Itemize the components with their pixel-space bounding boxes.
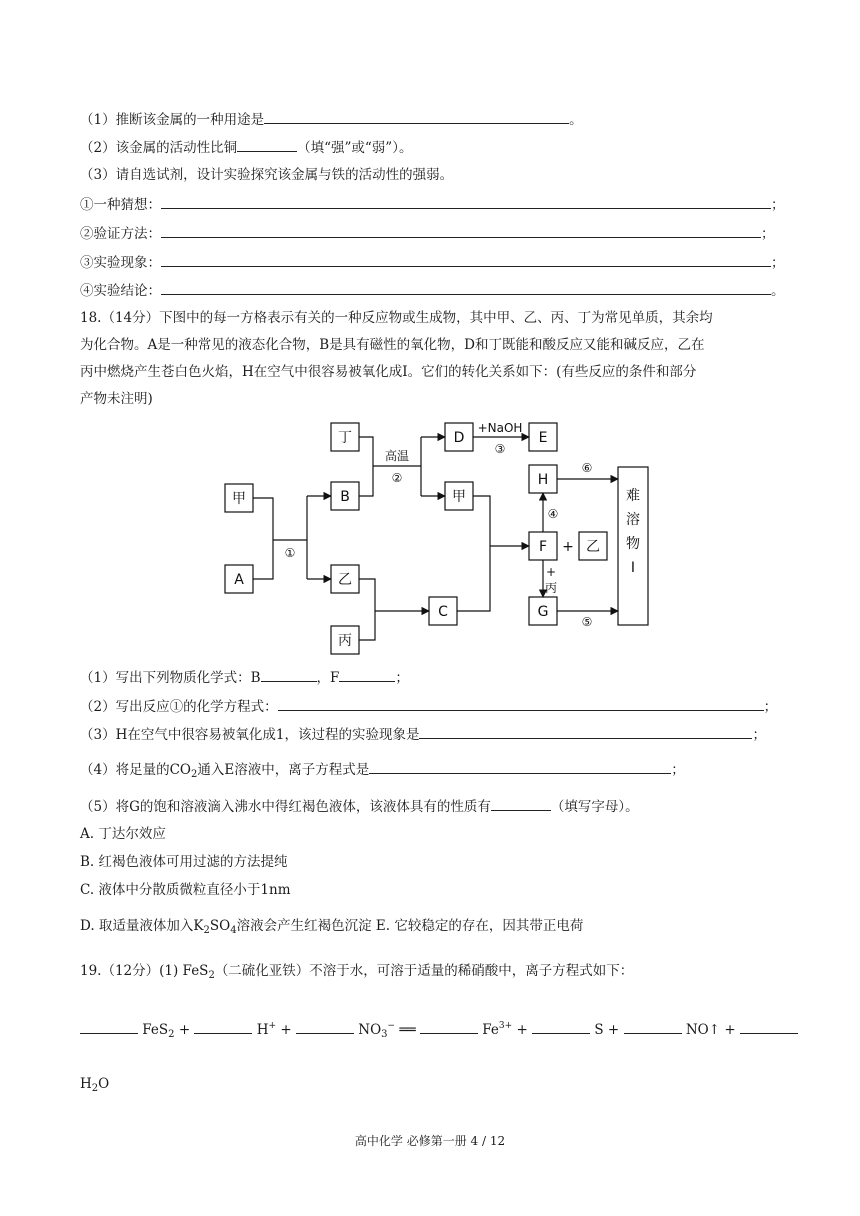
q17-line-2: （2）该金属的活动性比铜 （填“强”或“弱”）。: [80, 140, 413, 156]
coef-blank[interactable]: [624, 1020, 682, 1034]
q17-line-1: （1）推断该金属的一种用途是 。: [80, 112, 583, 128]
label-G: G: [537, 604, 549, 620]
label-A: A: [234, 572, 244, 588]
q17-line-3: （3）请自选试剂，设计实验探究该金属与铁的活动性的强弱。: [80, 167, 454, 183]
label-reaction-4: ④: [547, 507, 559, 521]
label-H: H: [537, 472, 549, 488]
page-footer: 高中化学 必修第一册 4 / 12: [354, 1134, 506, 1148]
label-plus-bing-2: 丙: [544, 581, 558, 595]
label-bing: 丙: [338, 633, 352, 649]
q18-stem-1: 18.（14分）下图中的每一方格表示有关的一种反应物或生成物，其中甲、乙、丙、丁为常见单质，其余均: [80, 310, 713, 326]
label-D: D: [453, 430, 465, 446]
q18-sub-4: （4）将足量的$CO_2$通入E溶液中，离子方程式是 ；: [80, 762, 685, 780]
coef-blank[interactable]: [80, 1020, 138, 1034]
label-reaction-6: ⑥: [581, 461, 593, 475]
q18-option-A: A. 丁达尔效应: [80, 826, 166, 842]
q18-option-C: C. 液体中分散质微粒直径小于1nm: [80, 882, 291, 898]
label-I-2: 溶: [626, 512, 640, 528]
q17-line-7: ④实验结论： 。: [80, 283, 785, 299]
q18-sub-5: （5）将G的饱和溶液滴入沸水中得红褐色液体，该液体具有的性质有 （填写字母）。: [80, 799, 639, 815]
label-I-3: 物: [626, 536, 640, 552]
label-yi2: 乙: [586, 539, 600, 555]
q18-stem-4: 产物未注明): [80, 391, 153, 407]
label-B: B: [340, 489, 350, 505]
q18-stem-2: 为化合物。A是一种常见的液态化合物，B是具有磁性的氧化物，D和丁既能和酸反应又能和碱反应，乙在: [80, 337, 705, 353]
label-naoh: +NaOH: [477, 421, 523, 435]
label-jia: 甲: [232, 491, 246, 507]
q17-line-6: ③实验现象： ；: [80, 255, 785, 271]
answer-blank[interactable]: [491, 797, 551, 811]
label-I-4: I: [630, 560, 636, 576]
label-jia2: 甲: [452, 489, 466, 505]
label-gaowen: 高温: [384, 449, 410, 463]
label-reaction-5: ⑤: [581, 615, 593, 629]
label-F: F: [538, 539, 548, 555]
answer-blank[interactable]: [339, 668, 395, 682]
answer-blank[interactable]: [261, 668, 317, 682]
label-I-1: 难: [626, 488, 640, 504]
coef-blank[interactable]: [296, 1020, 354, 1034]
label-plus-bing-1: +: [545, 565, 557, 579]
coef-blank[interactable]: [740, 1020, 798, 1034]
q18-sub-2: （2）写出反应①的化学方程式： ；: [80, 699, 778, 715]
label-plus: +: [562, 539, 574, 555]
label-reaction-1: ①: [284, 546, 296, 560]
label-ding: 丁: [338, 430, 352, 446]
label-E: E: [538, 430, 548, 446]
q19-stem: 19.（12分）(1) FeS$_2$（二硫化亚铁）不溶于水，可溶于适量的稀硝酸中，离子方程式如下：: [80, 963, 634, 981]
coef-blank[interactable]: [194, 1020, 252, 1034]
label-reaction-2: ②: [391, 471, 403, 485]
answer-blank[interactable]: [278, 697, 764, 711]
q18-stem-3: 丙中燃烧产生苍白色火焰，H在空气中很容易被氧化成I。它们的转化关系如下：(有些反应的条件和部分: [80, 364, 697, 380]
answer-blank[interactable]: [419, 725, 752, 739]
label-C: C: [438, 604, 448, 620]
q19-equation: $FeS_2 + H^+ + NO_3^-$ ══ $Fe^{3+} + S$ + NO↑ +: [80, 1017, 798, 1044]
q18-option-B: B. 红褐色液体可用过滤的方法提纯: [80, 854, 288, 870]
label-yi: 乙: [338, 572, 352, 588]
q19-h2o: $H_2O$: [80, 1076, 110, 1094]
coef-blank[interactable]: [532, 1020, 590, 1034]
q17-line-4: ①一种猜想： ；: [80, 197, 785, 213]
q18-sub-1: （1）写出下列物质化学式：B ，F ；: [80, 670, 409, 686]
coef-blank[interactable]: [420, 1020, 478, 1034]
label-reaction-3: ③: [494, 442, 506, 456]
answer-blank[interactable]: [369, 760, 671, 774]
q18-sub-3: （3）H在空气中很容易被氧化成1，该过程的实验现象是 ；: [80, 727, 766, 743]
q17-line-5: ②验证方法： ；: [80, 226, 775, 242]
q18-option-D-E: D. 取适量液体加入$K_2SO_4$溶液会产生红褐色沉淀 E. 它较稳定的存在，因其带正电荷: [80, 918, 584, 936]
